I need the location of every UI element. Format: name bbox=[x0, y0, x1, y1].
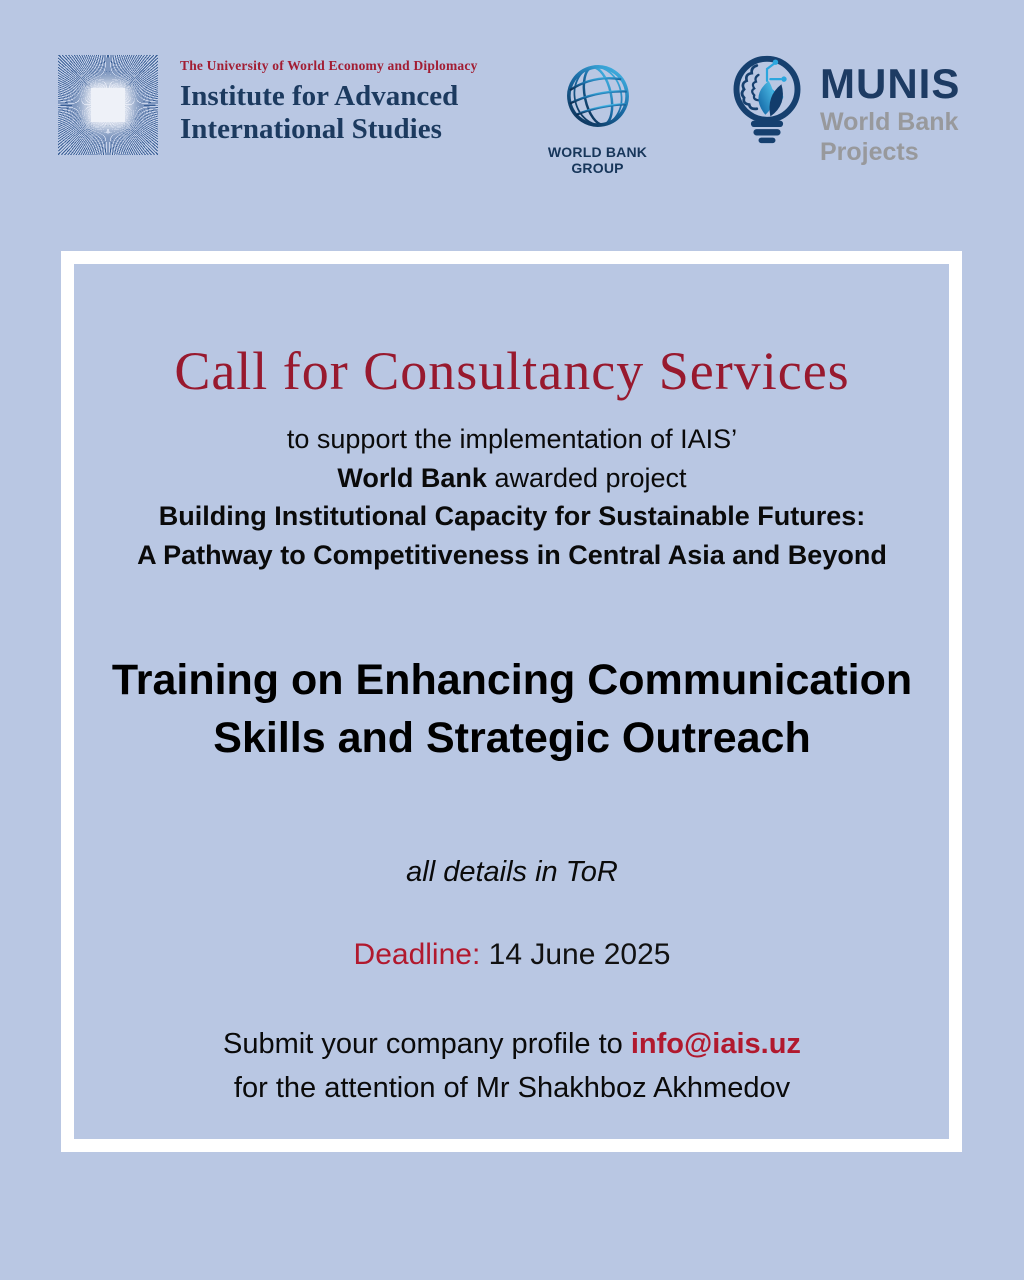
submit-email: info@iais.uz bbox=[630, 1028, 801, 1060]
submit-block bbox=[0, 1022, 1024, 1110]
submit-prefix: Submit your company profile to bbox=[223, 1028, 631, 1060]
intro-line-4: A Pathway to Competitiveness in Central Asia and Beyond bbox=[137, 539, 887, 570]
intro-line-2 bbox=[0, 459, 1024, 498]
world-bank-globe-icon bbox=[558, 56, 638, 136]
iais-logo-text bbox=[180, 58, 510, 146]
iais-starburst-icon bbox=[58, 55, 158, 155]
iais-institute-line2: International Studies bbox=[180, 113, 442, 145]
poster-intro bbox=[0, 420, 1024, 574]
attention-line: for the attention of Mr Shakhboz Akhmedov bbox=[233, 1072, 791, 1104]
munis-subtitle-line2: Projects bbox=[820, 138, 919, 166]
intro-line-3: Building Institutional Capacity for Sustainable Futures: bbox=[158, 501, 866, 531]
poster-title: Call for Consultancy Services bbox=[174, 341, 850, 401]
training-heading bbox=[0, 651, 1024, 767]
training-heading-line1: Training on Enhancing Communication bbox=[111, 656, 913, 704]
submit-line bbox=[0, 1022, 1024, 1066]
munis-subtitle-line1: World Bank bbox=[820, 108, 959, 136]
iais-institute-line1: Institute for Advanced bbox=[180, 80, 459, 112]
tor-note: all details in ToR bbox=[406, 856, 618, 888]
munis-bulb-icon bbox=[728, 52, 806, 152]
intro-line-1: to support the implementation of IAIS’ bbox=[286, 424, 738, 454]
munis-logo-text bbox=[820, 62, 1020, 166]
deadline-value: 14 June 2025 bbox=[480, 938, 671, 971]
munis-title: MUNIS bbox=[820, 60, 961, 107]
deadline-label: Deadline: bbox=[353, 938, 481, 971]
munis-logo bbox=[728, 52, 806, 157]
training-heading-line2: Skills and Strategic Outreach bbox=[213, 714, 811, 762]
iais-university-line: The University of World Economy and Diplomacy bbox=[180, 58, 478, 73]
world-bank-caption: WORLD BANK GROUP bbox=[547, 144, 648, 176]
intro-line-2-bold: World Bank bbox=[337, 462, 487, 493]
deadline-line bbox=[0, 938, 1024, 972]
intro-line-2-rest: awarded project bbox=[486, 462, 687, 493]
world-bank-logo bbox=[530, 56, 665, 176]
